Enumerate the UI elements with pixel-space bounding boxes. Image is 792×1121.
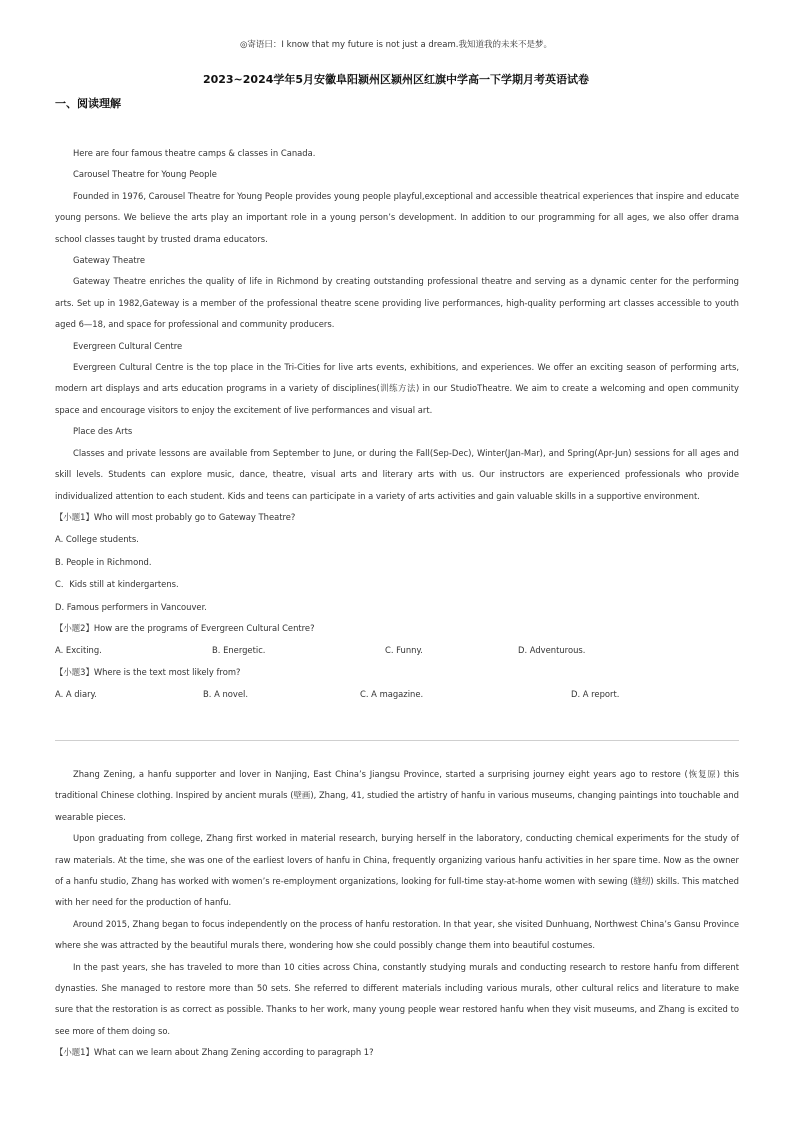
question-stem: 【小题2】How are the programs of Evergreen Cultural Centre? [55, 622, 315, 633]
venue-heading: Place des Arts [73, 426, 133, 437]
answer-option[interactable]: B. A novel. [203, 689, 248, 700]
venue-description: Classes and private lessons are available from September to June, or during the Fall(Sep-Dec), Winter(Jan-Mar), and Spring(Apr-Jun) sessions for all ages and skill levels. Students can explore music, dance, theatre, visual arts and literary arts with us. Our instructors are experienced professionals who provide individualized attention to each student. Kids and teens can participate in a variety of arts activities and gain valuable skills in a supportive environment. [55, 447, 739, 501]
answer-option[interactable]: D. Adventurous. [518, 645, 586, 656]
section-heading: 一、阅读理解 [55, 97, 121, 110]
answer-option[interactable]: D. Famous performers in Vancouver. [55, 601, 207, 612]
question-1 [55, 507, 739, 618]
passage-1 [55, 143, 739, 706]
exam-title: 2023~2024学年5月安徽阜阳颍州区颍州区红旗中学高一下学期月考英语试卷 [202, 73, 590, 86]
passage-paragraph: Upon graduating from college, Zhang first worked in material research, burying herself in the laboratory, conducting chemical experiments for the study of raw materials. At the time, she was one of the earliest lovers of hanfu in China, frequently organizing various hanfu activities in her spare time. Now as the owner of a hanfu studio, Zhang has worked with women’s re-employment organizations, looking for full-time stay-at-home women with sewing (缝纫) skills. This matched with her need for the production of hanfu. [55, 833, 739, 908]
venue-description: Evergreen Cultural Centre is the top place in the Tri-Cities for live arts events, exhibitions, and experiences. We offer an exciting season of performing arts, modern art displays and arts education programs in a variety of disciplines(训练方法) in our StudioTheatre. We aim to create a welcoming and open community space and encourage visitors to enjoy the excitement of live performances and visual art. [55, 362, 739, 415]
answer-option[interactable]: C. A magazine. [360, 689, 424, 700]
question-stem: 【小题3】Where is the text most likely from? [55, 666, 241, 677]
section-divider [55, 740, 739, 741]
answer-option[interactable]: A. College students. [55, 534, 139, 545]
question-stem: 【小题1】Who will most probably go to Gateway Theatre? [55, 511, 296, 522]
passage-paragraph: Zhang Zening, a hanfu supporter and lover in Nanjing, East China’s Jiangsu Province, started a surprising journey eight years ago to restore (恢复原) this traditional Chinese clothing. Inspired by ancient murals (壁画), Zhang, 41, studied the artistry of hanfu in various museums, changing paintings into touchable and wearable pieces. [55, 769, 739, 822]
option-row [55, 639, 739, 661]
venue-heading: Carousel Theatre for Young People [73, 169, 217, 180]
passage-2 [55, 764, 739, 1064]
answer-option[interactable]: C．Kids still at kindergartens. [55, 579, 179, 590]
answer-option[interactable]: A. A diary. [55, 689, 97, 700]
question-stem: 【小题1】What can we learn about Zhang Zening according to paragraph 1? [55, 1047, 374, 1058]
question-2 [55, 618, 739, 662]
answer-option[interactable]: D. A report. [571, 689, 620, 700]
option-row [55, 683, 739, 705]
venue-description: Gateway Theatre enriches the quality of life in Richmond by creating outstanding professional theatre and serving as a dynamic center for the performing arts. Set up in 1982,Gateway is a member of the professional theatre scene providing live performances, high-quality performing art classes accessible to youth aged 6—18, and space for professional and community producers. [55, 276, 739, 330]
venue-heading: Gateway Theatre [73, 255, 146, 266]
motto-line: ◎寄语曰：I know that my future is not just a dream.我知道我的未来不是梦。 [240, 40, 552, 50]
answer-option[interactable]: C. Funny. [385, 645, 423, 656]
answer-option[interactable]: B. Energetic. [212, 645, 266, 656]
venue-description: Founded in 1976, Carousel Theatre for Young People provides young people playful,exceptional and accessible theatrical experiences that inspire and educate young persons. We believe the arts play an important role in a young person’s development. In addition to our programming for all ages, we also offer drama school classes taught by trusted drama educators. [55, 190, 739, 244]
venue-heading: Evergreen Cultural Centre [73, 340, 183, 351]
answer-option[interactable]: B. People in Richmond. [55, 556, 152, 567]
passage-intro: Here are four famous theatre camps & classes in Canada. [73, 148, 316, 158]
question-3 [55, 662, 739, 706]
passage-paragraph: In the past years, she has traveled to more than 10 cities across China, constantly studying murals and conducting research to restore hanfu from different dynasties. She managed to restore more than 50 sets. She referred to different materials including various murals, other cultural relics and literature to make sure that the restoration is as correct as possible. Thanks to her work, many young people wear restored hanfu when they visit museums, and Zhang is excited to see more of them doing so. [55, 961, 739, 1036]
passage-paragraph: Around 2015, Zhang began to focus independently on the process of hanfu restoration. In that year, she visited Dunhuang, Northwest China’s Gansu Province where she was attracted by the beautiful murals there, wondering how she could possibly change them into beautiful costumes. [55, 918, 739, 951]
answer-option[interactable]: A. Exciting. [55, 645, 102, 656]
